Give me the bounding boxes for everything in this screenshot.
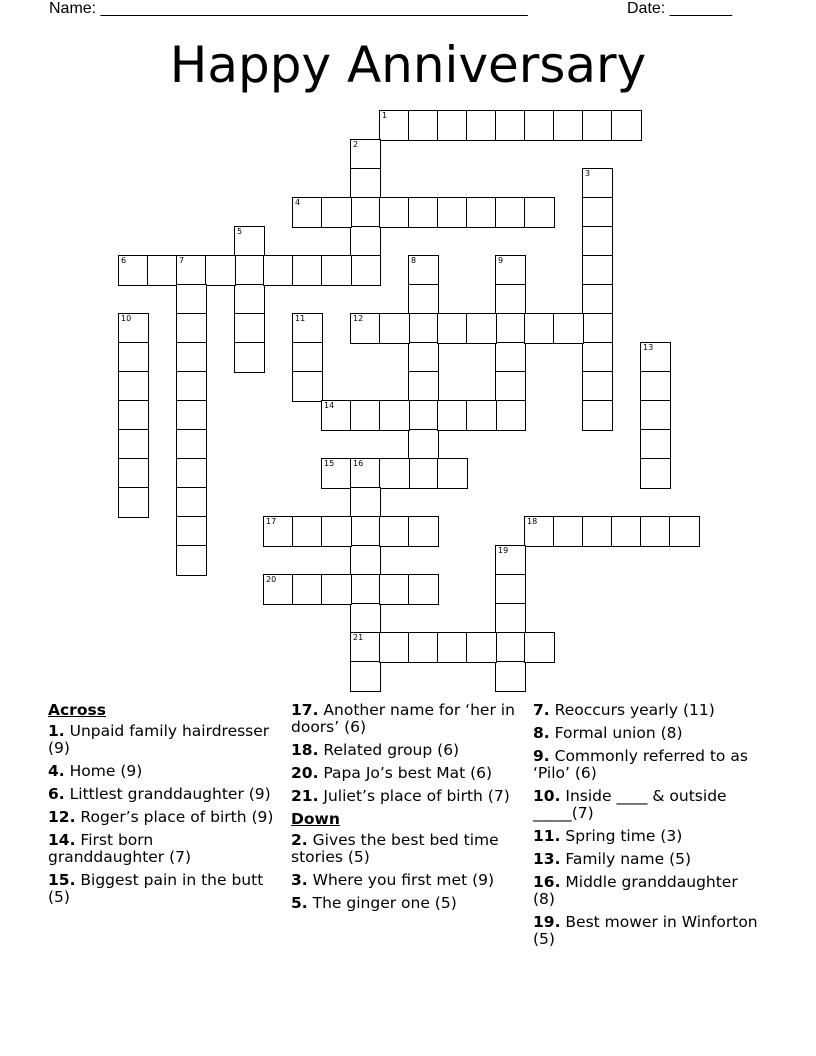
grid-cell[interactable]: [495, 574, 526, 605]
across-clue: 1. Unpaid family hairdresser (9): [48, 722, 270, 757]
grid-cell[interactable]: [234, 342, 265, 373]
grid-cell[interactable]: [176, 371, 207, 402]
grid-cell[interactable]: [379, 110, 410, 141]
clue-number: 13: [643, 343, 654, 352]
clue-number: 16: [353, 459, 364, 468]
down-clue: 7. Reoccurs yearly (11): [533, 701, 715, 719]
grid-cell[interactable]: [408, 371, 439, 402]
grid-cell[interactable]: [582, 197, 613, 228]
grid-cell[interactable]: [640, 429, 671, 460]
grid-cell[interactable]: [350, 255, 381, 286]
grid-cell[interactable]: [234, 284, 265, 315]
page-header: [0, 0, 816, 24]
grid-cell[interactable]: [582, 516, 613, 547]
grid-cell[interactable]: [640, 342, 671, 373]
grid-cell[interactable]: [495, 400, 526, 431]
grid-cell[interactable]: [234, 226, 265, 257]
down-clue: 3. Where you first met (9): [291, 871, 495, 889]
grid-cell[interactable]: [524, 516, 555, 547]
grid-cell[interactable]: [118, 458, 149, 489]
grid-cell[interactable]: [611, 516, 642, 547]
grid-cell[interactable]: [379, 197, 410, 228]
clue-number: 8: [411, 256, 417, 265]
grid-cell[interactable]: [437, 400, 468, 431]
grid-cell[interactable]: [495, 284, 526, 315]
grid-cell[interactable]: [321, 574, 352, 605]
grid-cell[interactable]: [263, 516, 294, 547]
grid-cell[interactable]: [379, 632, 410, 663]
grid-cell[interactable]: [350, 458, 381, 489]
clue-number: 1: [382, 111, 388, 120]
grid-cell[interactable]: [350, 168, 381, 199]
grid-cell[interactable]: [437, 110, 468, 141]
across-clue: 6. Littlest granddaughter (9): [48, 785, 271, 803]
date-field[interactable]: Date: _______: [627, 0, 732, 17]
clue-number: 18: [527, 517, 538, 526]
grid-cell[interactable]: [408, 516, 439, 547]
grid-cell[interactable]: [640, 516, 671, 547]
grid-cell[interactable]: [234, 313, 265, 344]
grid-cell[interactable]: [147, 255, 178, 286]
grid-cell[interactable]: [524, 197, 555, 228]
grid-cell[interactable]: [292, 255, 323, 286]
grid-cell[interactable]: [176, 284, 207, 315]
grid-cell[interactable]: [118, 400, 149, 431]
grid-cell[interactable]: [582, 110, 613, 141]
clue-number: 3: [585, 169, 591, 178]
across-clue: 20. Papa Jo’s best Mat (6): [291, 764, 493, 782]
grid-cell[interactable]: [408, 574, 439, 605]
clue-column-3: [533, 702, 759, 954]
grid-cell[interactable]: [553, 516, 584, 547]
clue-number: 12: [353, 314, 364, 323]
grid-cell[interactable]: [350, 313, 381, 344]
grid-cell[interactable]: [321, 516, 352, 547]
grid-cell[interactable]: [495, 603, 526, 634]
grid-cell[interactable]: [350, 661, 381, 692]
grid-cell[interactable]: [582, 168, 613, 199]
grid-cell[interactable]: [582, 371, 613, 402]
grid-cell[interactable]: [466, 313, 497, 344]
grid-cell[interactable]: [408, 284, 439, 315]
clue-number: 11: [295, 314, 306, 323]
grid-cell[interactable]: [524, 313, 555, 344]
grid-cell[interactable]: [263, 255, 294, 286]
grid-cell[interactable]: [350, 197, 381, 228]
grid-cell[interactable]: [640, 400, 671, 431]
grid-cell[interactable]: [582, 400, 613, 431]
grid-cell[interactable]: [176, 516, 207, 547]
down-clue: 9. Commonly referred to as ‘Pilo’ (6): [533, 747, 748, 782]
grid-cell[interactable]: [321, 458, 352, 489]
grid-cell[interactable]: [321, 197, 352, 228]
grid-cell[interactable]: [350, 487, 381, 518]
down-clue: 5. The ginger one (5): [291, 894, 457, 912]
clue-number: 7: [179, 256, 185, 265]
clue-number: 17: [266, 517, 277, 526]
down-clue: 19. Best mower in Winforton (5): [533, 913, 758, 948]
grid-cell[interactable]: [466, 197, 497, 228]
grid-cell[interactable]: [292, 313, 323, 344]
grid-cell[interactable]: [321, 255, 352, 286]
grid-cell[interactable]: [669, 516, 700, 547]
clue-number: 15: [324, 459, 335, 468]
grid-cell[interactable]: [524, 110, 555, 141]
grid-cell[interactable]: [176, 313, 207, 344]
grid-cell[interactable]: [350, 226, 381, 257]
across-clue: 12. Roger’s place of birth (9): [48, 808, 274, 826]
clue-number: 10: [121, 314, 132, 323]
down-clue: 10. Inside ____ & outside _____(7): [533, 787, 727, 822]
down-clue: 13. Family name (5): [533, 850, 692, 868]
grid-cell[interactable]: [524, 632, 555, 663]
grid-cell[interactable]: [437, 313, 468, 344]
grid-cell[interactable]: [495, 342, 526, 373]
down-clue: 8. Formal union (8): [533, 724, 683, 742]
grid-cell[interactable]: [118, 429, 149, 460]
grid-cell[interactable]: [176, 487, 207, 518]
grid-cell[interactable]: [582, 313, 613, 344]
across-clue: 4. Home (9): [48, 762, 143, 780]
clue-number: 5: [237, 227, 243, 236]
grid-cell[interactable]: [408, 400, 439, 431]
grid-cell[interactable]: [582, 342, 613, 373]
clue-number: 2: [353, 140, 359, 149]
clue-number: 14: [324, 401, 335, 410]
grid-cell[interactable]: [408, 110, 439, 141]
grid-cell[interactable]: [408, 632, 439, 663]
grid-cell[interactable]: [495, 313, 526, 344]
grid-cell[interactable]: [118, 342, 149, 373]
grid-cell[interactable]: [379, 313, 410, 344]
grid-cell[interactable]: [292, 516, 323, 547]
grid-cell[interactable]: [466, 110, 497, 141]
across-clue: 15. Biggest pain in the butt (5): [48, 871, 264, 906]
grid-cell[interactable]: [553, 313, 584, 344]
grid-cell[interactable]: [437, 632, 468, 663]
grid-cell[interactable]: [408, 458, 439, 489]
clue-number: 19: [498, 546, 509, 555]
grid-cell[interactable]: [379, 458, 410, 489]
grid-cell[interactable]: [466, 400, 497, 431]
name-field[interactable]: Name: ________________________________________________: [49, 0, 528, 17]
page-title: Happy Anniversary: [169, 36, 647, 94]
grid-cell[interactable]: [640, 371, 671, 402]
clue-number: 9: [498, 256, 504, 265]
clue-column-1: [48, 702, 274, 912]
grid-cell[interactable]: [408, 313, 439, 344]
grid-cell[interactable]: [292, 371, 323, 402]
grid-cell[interactable]: [495, 632, 526, 663]
grid-cell[interactable]: [350, 574, 381, 605]
grid-cell[interactable]: [176, 342, 207, 373]
grid-cell[interactable]: [176, 255, 207, 286]
grid-cell[interactable]: [292, 197, 323, 228]
clue-column-2: [291, 702, 517, 918]
grid-cell[interactable]: [379, 574, 410, 605]
across-clue: 17. Another name for ‘her in doors’ (6): [291, 701, 515, 736]
grid-cell[interactable]: [495, 255, 526, 286]
grid-cell[interactable]: [408, 255, 439, 286]
grid-cell[interactable]: [611, 110, 642, 141]
grid-cell[interactable]: [292, 342, 323, 373]
grid-cell[interactable]: [350, 632, 381, 663]
clue-number: 21: [353, 633, 364, 642]
grid-cell[interactable]: [176, 400, 207, 431]
grid-cell[interactable]: [321, 400, 352, 431]
grid-cell[interactable]: [118, 313, 149, 344]
grid-cell[interactable]: [350, 400, 381, 431]
grid-cell[interactable]: [176, 545, 207, 576]
grid-cell[interactable]: [408, 197, 439, 228]
grid-cell[interactable]: [553, 110, 584, 141]
clue-number: 4: [295, 198, 301, 207]
clue-number: 6: [121, 256, 127, 265]
grid-cell[interactable]: [582, 284, 613, 315]
grid-cell[interactable]: [495, 661, 526, 692]
grid-cell[interactable]: [350, 516, 381, 547]
grid-cell[interactable]: [582, 226, 613, 257]
grid-cell[interactable]: [495, 545, 526, 576]
grid-cell[interactable]: [263, 574, 294, 605]
grid-cell[interactable]: [176, 429, 207, 460]
across-clue: 21. Juliet’s place of birth (7): [291, 787, 510, 805]
grid-cell[interactable]: [118, 255, 149, 286]
clue-number: 20: [266, 575, 277, 584]
grid-cell[interactable]: [408, 429, 439, 460]
down-clue: 16. Middle granddaughter (8): [533, 873, 738, 908]
grid-cell[interactable]: [350, 139, 381, 170]
grid-cell[interactable]: [437, 197, 468, 228]
across-clue: 18. Related group (6): [291, 741, 460, 759]
down-clue: 2. Gives the best bed time stories (5): [291, 831, 499, 866]
grid-cell[interactable]: [437, 458, 468, 489]
grid-cell[interactable]: [408, 342, 439, 373]
grid-cell[interactable]: [466, 632, 497, 663]
grid-cell[interactable]: [205, 255, 236, 286]
across-heading: Across: [48, 701, 106, 719]
across-clue: 14. First born granddaughter (7): [48, 831, 192, 866]
down-clue: 11. Spring time (3): [533, 827, 683, 845]
grid-cell[interactable]: [176, 458, 207, 489]
grid-cell[interactable]: [495, 110, 526, 141]
grid-cell[interactable]: [640, 458, 671, 489]
grid-cell[interactable]: [350, 603, 381, 634]
grid-cell[interactable]: [379, 400, 410, 431]
grid-cell[interactable]: [118, 487, 149, 518]
grid-cell[interactable]: [292, 574, 323, 605]
grid-cell[interactable]: [495, 371, 526, 402]
grid-cell[interactable]: [234, 255, 265, 286]
down-heading: Down: [291, 810, 340, 828]
grid-cell[interactable]: [582, 255, 613, 286]
grid-cell[interactable]: [350, 545, 381, 576]
grid-cell[interactable]: [118, 371, 149, 402]
grid-cell[interactable]: [495, 197, 526, 228]
grid-cell[interactable]: [379, 516, 410, 547]
